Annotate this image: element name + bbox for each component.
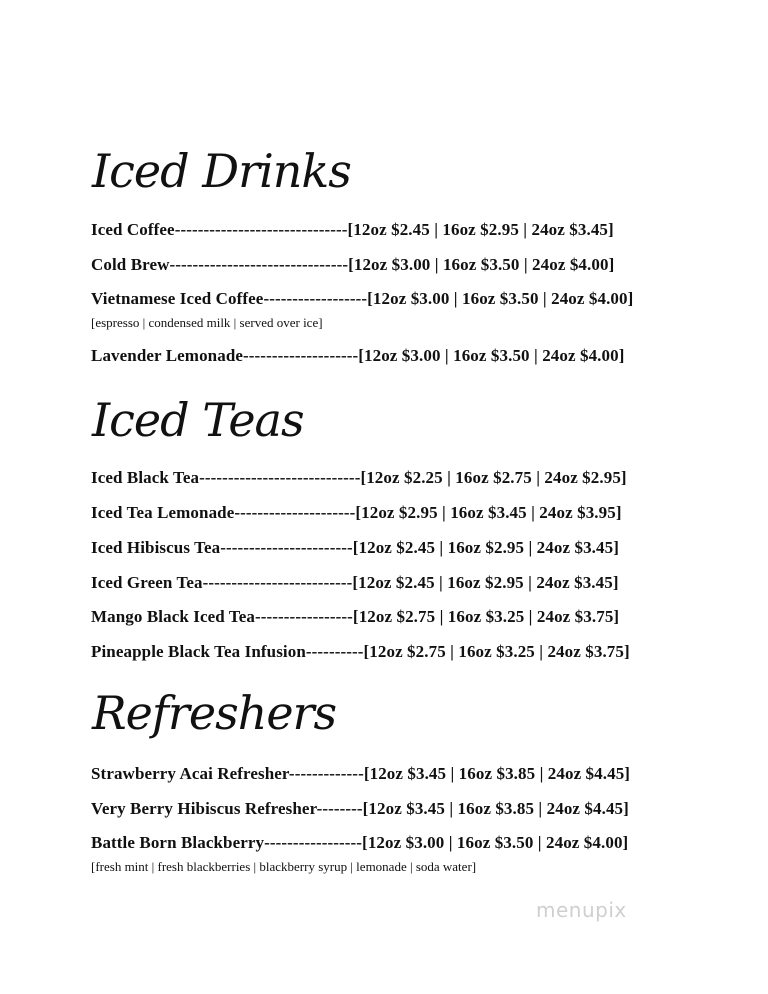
menu-item-very-berry-hibiscus-refresher: Very Berry Hibiscus Refresher--------[12oz $3.45 | 16oz $3.85 | 24oz $4.45] bbox=[91, 799, 629, 818]
section-heading-refreshers: Refreshers bbox=[92, 686, 337, 740]
menu-item-iced-hibiscus-tea: Iced Hibiscus Tea-----------------------[12oz $2.45 | 16oz $2.95 | 24oz $3.45] bbox=[91, 538, 619, 557]
menu-item-cold-brew: Cold Brew-------------------------------[12oz $3.00 | 16oz $3.50 | 24oz $4.00] bbox=[91, 255, 615, 274]
section-heading-iced-teas: Iced Teas bbox=[92, 393, 304, 447]
menu-item-iced-black-tea: Iced Black Tea----------------------------[12oz $2.25 | 16oz $2.75 | 24oz $2.95] bbox=[91, 468, 627, 487]
menu-item-mango-black-iced-tea: Mango Black Iced Tea-----------------[12oz $2.75 | 16oz $3.25 | 24oz $3.75] bbox=[91, 607, 620, 626]
menu-item-description: [espresso | condensed milk | served over ice] bbox=[91, 315, 323, 330]
menu-item-description: [fresh mint | fresh blackberries | blackberry syrup | lemonade | soda water] bbox=[91, 859, 477, 874]
menu-item-lavender-lemonade: Lavender Lemonade--------------------[12oz $3.00 | 16oz $3.50 | 24oz $4.00] bbox=[91, 346, 625, 365]
menu-item-iced-tea-lemonade: Iced Tea Lemonade---------------------[12oz $2.95 | 16oz $3.45 | 24oz $3.95] bbox=[91, 503, 622, 522]
menu-item-pineapple-black-tea-infusion: Pineapple Black Tea Infusion----------[12oz $2.75 | 16oz $3.25 | 24oz $3.75] bbox=[91, 642, 630, 661]
menu-item-strawberry-acai-refresher: Strawberry Acai Refresher-------------[12oz $3.45 | 16oz $3.85 | 24oz $4.45] bbox=[91, 764, 631, 783]
menupix-watermark: menupix bbox=[536, 898, 627, 922]
section-heading-iced-drinks: Iced Drinks bbox=[92, 144, 351, 198]
menu-item-iced-coffee: Iced Coffee------------------------------[12oz $2.45 | 16oz $2.95 | 24oz $3.45] bbox=[91, 220, 614, 239]
menu-item-vietnamese-iced-coffee: Vietnamese Iced Coffee------------------[12oz $3.00 | 16oz $3.50 | 24oz $4.00] bbox=[91, 289, 634, 308]
menu-item-battle-born-blackberry: Battle Born Blackberry-----------------[12oz $3.00 | 16oz $3.50 | 24oz $4.00] bbox=[91, 833, 629, 852]
menu-item-iced-green-tea: Iced Green Tea--------------------------[12oz $2.45 | 16oz $2.95 | 24oz $3.45] bbox=[91, 573, 619, 592]
